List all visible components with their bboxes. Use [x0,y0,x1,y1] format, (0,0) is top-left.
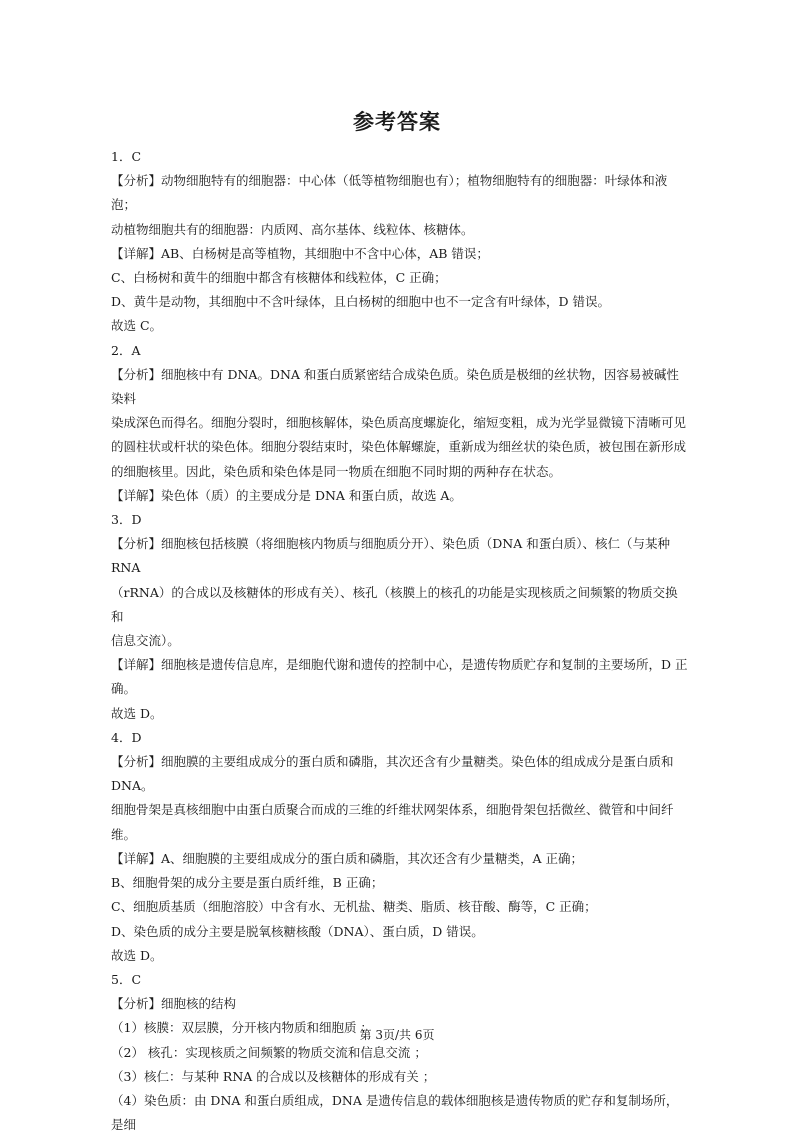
text-line: 【详解】细胞核是遗传信息库，是细胞代谢和遗传的控制中心，是遗传物质贮存和复制的主要场所，D 正 [111,657,688,673]
text-line: （rRNA）的合成以及核糖体的形成有关）、核孔（核膜上的核孔的功能是实现核质之间频繁的物质交换和 [111,584,678,624]
text-line: D、染色质的成分主要是脱氧核糖核酸（DNA）、蛋白质，D 错误。 [111,923,484,939]
text-line: （2） 核孔：实现核质之间频繁的物质交流和信息交流 ； [111,1044,427,1060]
text-line: （3）核仁：与某种 RNA 的合成以及核糖体的形成有关 ； [111,1068,436,1084]
text-line: 故选 D。 [111,947,163,963]
answer-content [111,145,689,1137]
text-line: 故选 C。 [111,318,163,334]
text-line: 5．C [111,971,142,987]
text-line: 细胞骨架是真核细胞中由蛋白质聚合而成的三维的纤维状网架体系，细胞骨架包括微丝、微管和中间纤维。 [111,802,674,842]
text-line: 动植物细胞共有的细胞器：内质网、高尔基体、线粒体、核糖体。 [111,221,474,237]
text-line: 【详解】AB、白杨树是高等植物，其细胞中不含中心体，AB 错误； [111,245,489,261]
text-line: 故选 D。 [111,705,163,721]
text-line: 【分析】细胞核包括核膜（将细胞核内物质与细胞质分开）、染色质（DNA 和蛋白质）、核仁（与某种 RNA [111,536,670,576]
page-title: 参考答案 [353,109,441,134]
text-line: 2．A [111,342,141,358]
text-line: 的圆柱状或杆状的染色体。细胞分裂结束时，染色体解螺旋，重新成为细丝状的染色质，被包围在新形成 [111,439,687,455]
text-line: C、白杨树和黄牛的细胞中都含有核糖体和线粒体，C 正确； [111,270,447,286]
text-line: 染成深色而得名。细胞分裂时，细胞核解体，染色质高度螺旋化，缩短变粗，成为光学显微镜下清晰可见 [111,415,687,431]
text-line: 【分析】细胞核的结构 [111,996,237,1012]
text-line: 【详解】染色体（质）的主要成分是 DNA 和蛋白质，故选 A。 [111,487,462,503]
text-line: C、细胞质基质（细胞溶胶）中含有水、无机盐、糖类、脂质、核苷酸、酶等，C 正确； [111,899,597,915]
text-line: 3．D [111,512,142,528]
text-line: 【分析】动物细胞特有的细胞器：中心体（低等植物细胞也有）；植物细胞特有的细胞器：叶绿体和液泡； [111,173,668,213]
text-line: B、细胞骨架的成分主要是蛋白质纤维，B 正确； [111,875,384,891]
text-line: 【分析】细胞膜的主要组成成分的蛋白质和磷脂，其次还含有少量糖类。染色体的组成成分是蛋白质和 DNA。 [111,754,674,794]
text-line: 4．D [111,729,142,745]
text-line: （4）染色质：由 DNA 和蛋白质组成，DNA 是遗传信息的载体细胞核是遗传物质的贮存和复制场所，是细 [111,1092,679,1133]
text-line: 信息交流）。 [111,633,180,649]
text-line: 【分析】细胞核中有 DNA。DNA 和蛋白质紧密结合成染色质。染色质是极细的丝状物，因容易被碱性染料 [111,366,679,407]
page-footer: 第 3页/共 6页 [359,1028,435,1042]
text-line: （1）核膜：双层膜，分开核内物质和细胞质 ； [111,1020,373,1036]
text-line: 的细胞核里。因此，染色质和染色体是同一物质在细胞不同时期的两种存在状态。 [111,463,562,479]
text-line: D、黄牛是动物，其细胞中不含叶绿体，且白杨树的细胞中也不一定含有叶绿体，D 错误。 [111,294,611,310]
text-line: 1．C [111,149,142,164]
text-line: 确。 [111,681,137,697]
text-line: 【详解】A、细胞膜的主要组成成分的蛋白质和磷脂，其次还含有少量糖类，A 正确； [111,850,584,866]
